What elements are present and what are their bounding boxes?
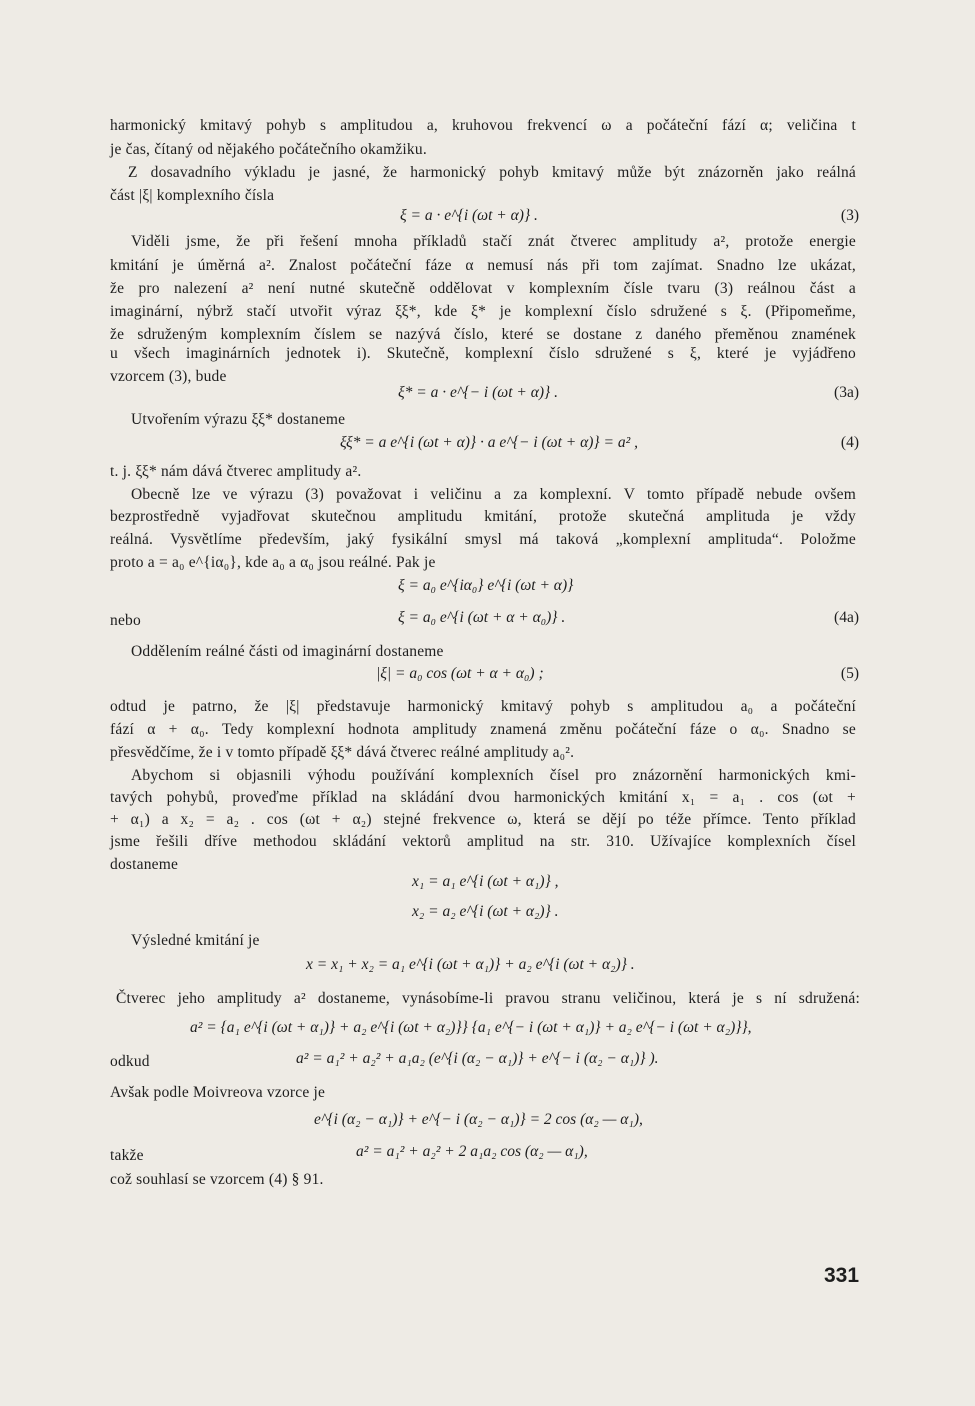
page-number: 331: [824, 1264, 860, 1287]
text-line: Oddělením reálné části od imaginární dostaneme: [131, 643, 444, 660]
equation-a-squared-product: a² = {a₁ e^{i (ωt + α₁)} + a₂ e^{i (ωt + α₂)}} {a₁ e^{− i (ωt + α₁)} + a₂ e^{− i (ωt + α₂)}},: [190, 1019, 752, 1036]
text-line: vzorcem (3), bude: [110, 368, 227, 385]
text-line: Z dosavadního výkladu je jasné, že harmonický pohyb kmitavý může být znázorněn jako reálná: [128, 164, 856, 181]
text-line: je čas, čítaný od nějakého počátečního okamžiku.: [110, 141, 427, 158]
text-line: jsme řešili dříve methodou skládání vektorů amplitud na str. 310. Užívajíce komplexních čísel: [110, 833, 856, 850]
equation-4a: ξ = a₀ e^{i (ωt + α + α₀)} .: [398, 609, 566, 626]
equation-3: ξ = a · e^{i (ωt + α)} .: [400, 207, 538, 224]
text-line: kmitání je úměrná a². Znalost počáteční fáze α nemusí nás při tom zajímat. Snadno lze ukázat,: [110, 257, 856, 274]
equation-number: (3a): [834, 384, 859, 401]
text-line: že sdruženým komplexním číslem se nazývá číslo, které se dostane z daného přeměnou znamének: [110, 326, 856, 343]
equation-x-sum: x = x₁ + x₂ = a₁ e^{i (ωt + α₁)} + a₂ e^{i (ωt + α₂)} .: [306, 956, 635, 973]
equation-5: |ξ| = a₀ cos (ωt + α + α₀) ;: [376, 665, 544, 682]
equation-x2: x₂ = a₂ e^{i (ωt + α₂)} .: [412, 903, 559, 920]
text-line: odtud je patrno, že |ξ| představuje harmonický kmitavý pohyb s amplitudou a₀ a počáteční: [110, 698, 856, 715]
equation-a-squared-cos: a² = a₁² + a₂² + 2 a₁a₂ cos (α₂ — α₁),: [356, 1143, 588, 1160]
text-line: + α₁) a x₂ = a₂ . cos (ωt + α₂) stejné frekvence ω, která se dějí po téže přímce. Tento příklad: [110, 811, 856, 828]
text-line: přesvědčíme, že i v tomto případě ξξ* dává čtverec reálné amplitudy a₀².: [110, 744, 575, 761]
text-line: část |ξ| komplexního čísla: [110, 187, 275, 204]
text-line: nebo: [110, 612, 141, 629]
text-line: Utvořením výrazu ξξ* dostaneme: [131, 411, 346, 428]
text-line: u všech imaginárních jednotek i). Skutečně, komplexní číslo sdružené s ξ, které je vyjádřeno: [110, 345, 856, 362]
text-line: bezprostředně vyjadřovat skutečnou amplitudu kmitání, protože skutečná amplituda je vždy: [110, 508, 856, 525]
text-line: dostaneme: [110, 856, 179, 873]
equation-moivre: e^{i (α₂ − α₁)} + e^{− i (α₂ − α₁)} = 2 cos (α₂ — α₁),: [314, 1111, 643, 1128]
equation-4: ξξ* = a e^{i (ωt + α)} · a e^{− i (ωt + α)} = a² ,: [340, 434, 638, 451]
text-line: imaginární, nýbrž stačí utvořit výraz ξξ*, kde ξ* je komplexní číslo sdružené s ξ. (Připomeňme,: [110, 303, 856, 320]
text-line: tavých pohybů, proveďme příklad na skládání dvou harmonických kmitání x₁ = a₁ . cos (ωt +: [110, 789, 856, 806]
text-line: Obecně lze ve výrazu (3) považovat i veličinu a za komplexní. V tomto případě nebude ovšem: [131, 486, 856, 503]
text-line: takže: [110, 1147, 144, 1164]
text-line: odkud: [110, 1053, 150, 1070]
text-line: reálná. Vysvětlíme především, jaký fysikální smysl má taková „komplexní amplituda“. Položme: [110, 531, 856, 548]
text-line: Abychom si objasnili výhodu používání komplexních čísel pro znázornění harmonických kmi-: [131, 767, 856, 784]
equation-number: (5): [840, 665, 859, 682]
equation-x1: x₁ = a₁ e^{i (ωt + α₁)} ,: [412, 873, 559, 890]
text-line: Avšak podle Moivreova vzorce je: [110, 1084, 326, 1101]
equation-a-squared-expanded: a² = a₁² + a₂² + a₁a₂ (e^{i (α₂ − α₁)} + e^{− i (α₂ − α₁)} ).: [296, 1050, 659, 1067]
text-line: fází α + α₀. Tedy komplexní hodnota amplitudy znamená změnu počáteční fáze o α₀. Snadno se: [110, 721, 856, 738]
text-line: harmonický kmitavý pohyb s amplitudou a, kruhovou frekvencí ω a počáteční fází α; veličina t: [110, 117, 856, 134]
equation-unnumbered: ξ = a₀ e^{iα₀} e^{i (ωt + α)}: [398, 577, 574, 594]
equation-3a: ξ* = a · e^{− i (ωt + α)} .: [398, 384, 558, 401]
equation-number: (3): [840, 207, 859, 224]
text-line: že pro nalezení a² není nutné skutečně oddělovat v komplexním čísle tvaru (3) reálnou část a: [110, 280, 856, 297]
text-line: t. j. ξξ* nám dává čtverec amplitudy a².: [110, 463, 362, 480]
text-line: což souhlasí se vzorcem (4) § 91.: [110, 1171, 324, 1188]
text-line: Výsledné kmitání je: [131, 932, 260, 949]
text-line: proto a = a₀ e^{iα₀}, kde a₀ a α₀ jsou reálné. Pak je: [110, 554, 436, 571]
text-line: Viděli jsme, že při řešení mnoha příkladů stačí znát čtverec amplitudy a², protože energie: [131, 233, 856, 250]
equation-number: (4): [840, 434, 859, 451]
text-line: Čtverec jeho amplitudy a² dostaneme, vynásobíme-li pravou stranu veličinou, která je s ní sdružená:: [116, 990, 860, 1007]
equation-number: (4a): [834, 609, 859, 626]
